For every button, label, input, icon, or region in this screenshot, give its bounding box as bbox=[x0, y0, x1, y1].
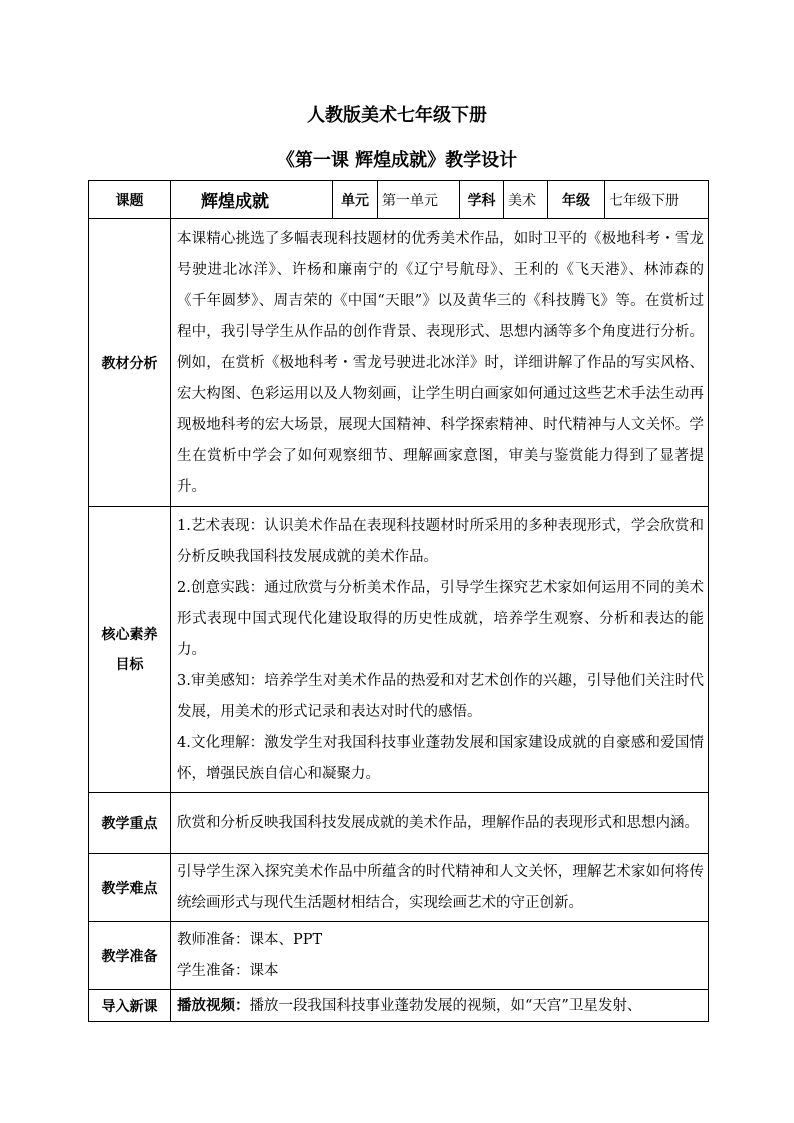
subject-label: 学科 bbox=[460, 181, 504, 219]
analysis-row bbox=[89, 219, 709, 507]
intro-bold: 播放视频： bbox=[177, 998, 250, 1014]
difficulties-row bbox=[89, 854, 709, 922]
intro-text bbox=[171, 990, 709, 1022]
key-points-row bbox=[89, 793, 709, 854]
analysis-label: 教材分析 bbox=[89, 219, 171, 507]
unit-value: 第一单元 bbox=[378, 181, 460, 219]
document-title: 人教版美术七年级下册 bbox=[307, 105, 487, 126]
key-points-label: 教学重点 bbox=[89, 793, 171, 854]
subject-value: 美术 bbox=[504, 181, 548, 219]
core-label-line1: 核心素养 bbox=[101, 626, 158, 643]
preparation-label: 教学准备 bbox=[89, 922, 171, 990]
core-item-1: 1.艺术表现：认识美术作品在表现科技题材时所采用的多种表现形式，学会欣赏和分析反映我国科技发展成就的美术作品。 bbox=[177, 517, 704, 565]
document-subtitle: 《第一课 辉煌成就》教学设计 bbox=[276, 150, 518, 171]
core-label-line2: 目标 bbox=[115, 656, 144, 673]
header-row bbox=[89, 181, 709, 219]
grade-label: 年级 bbox=[548, 181, 605, 219]
preparation-row bbox=[89, 922, 709, 990]
core-item-3: 3.审美感知：培养学生对美术作品的热爱和对艺术创作的兴趣，引导他们关注时代发展，用美术的形式记录和表达对时代的感悟。 bbox=[177, 672, 704, 720]
core-text bbox=[171, 507, 709, 793]
intro-label: 导入新课 bbox=[89, 990, 171, 1022]
topic-label: 课题 bbox=[89, 181, 171, 219]
key-points-text: 欣赏和分析反映我国科技发展成就的美术作品，理解作品的表现形式和思想内涵。 bbox=[171, 793, 709, 854]
lesson-plan-table bbox=[88, 180, 709, 1022]
analysis-text: 本课精心挑选了多幅表现科技题材的优秀美术作品，如时卫平的《极地科考・雪龙号驶进北冰洋》、许杨和廉南宁的《辽宁号航母》、王利的《飞天港》、林沛森的《千年圆梦》、周吉荣的《中国“天眼”》以及黄华三的《科技腾飞》等。在赏析过程中，我引导学生从作品的创作背景、表现形式、思想内涵等多个角度进行分析。例如，在赏析《极地科考・雪龙号驶进北冰洋》时，详细讲解了作品的写实风格、宏大构图、色彩运用以及人物刻画，让学生明白画家如何通过这些艺术手法生动再现极地科考的宏大场景，展现大国精神、科学探索精神、时代精神与人文关怀。学生在赏析中学会了如何观察细节、理解画家意图，审美与鉴赏能力得到了显著提升。 bbox=[171, 219, 709, 507]
intro-body: 播放一段我国科技事业蓬勃发展的视频，如“天宫”卫星发射、 bbox=[249, 998, 642, 1014]
core-item-2: 2.创意实践：通过欣赏与分析美术作品，引导学生探究艺术家如何运用不同的美术形式表现中国式现代化建设取得的历史性成就，培养学生观察、分析和表达的能力。 bbox=[177, 579, 704, 658]
preparation-text bbox=[171, 922, 709, 990]
preparation-student: 学生准备：课本 bbox=[177, 963, 279, 979]
core-row bbox=[89, 507, 709, 793]
preparation-teacher: 教师准备：课本、PPT bbox=[177, 932, 323, 948]
topic-value: 辉煌成就 bbox=[171, 181, 333, 219]
core-label bbox=[89, 507, 171, 793]
intro-row bbox=[89, 990, 709, 1022]
difficulties-label: 教学难点 bbox=[89, 854, 171, 922]
unit-label: 单元 bbox=[333, 181, 378, 219]
grade-value: 七年级下册 bbox=[605, 181, 709, 219]
core-item-4: 4.文化理解：激发学生对我国科技事业蓬勃发展和国家建设成就的自豪感和爱国情怀，增强民族自信心和凝聚力。 bbox=[177, 734, 704, 782]
difficulties-text: 引导学生深入探究美术作品中所蕴含的时代精神和人文关怀，理解艺术家如何将传统绘画形式与现代生活题材相结合，实现绘画艺术的守正创新。 bbox=[171, 854, 709, 922]
